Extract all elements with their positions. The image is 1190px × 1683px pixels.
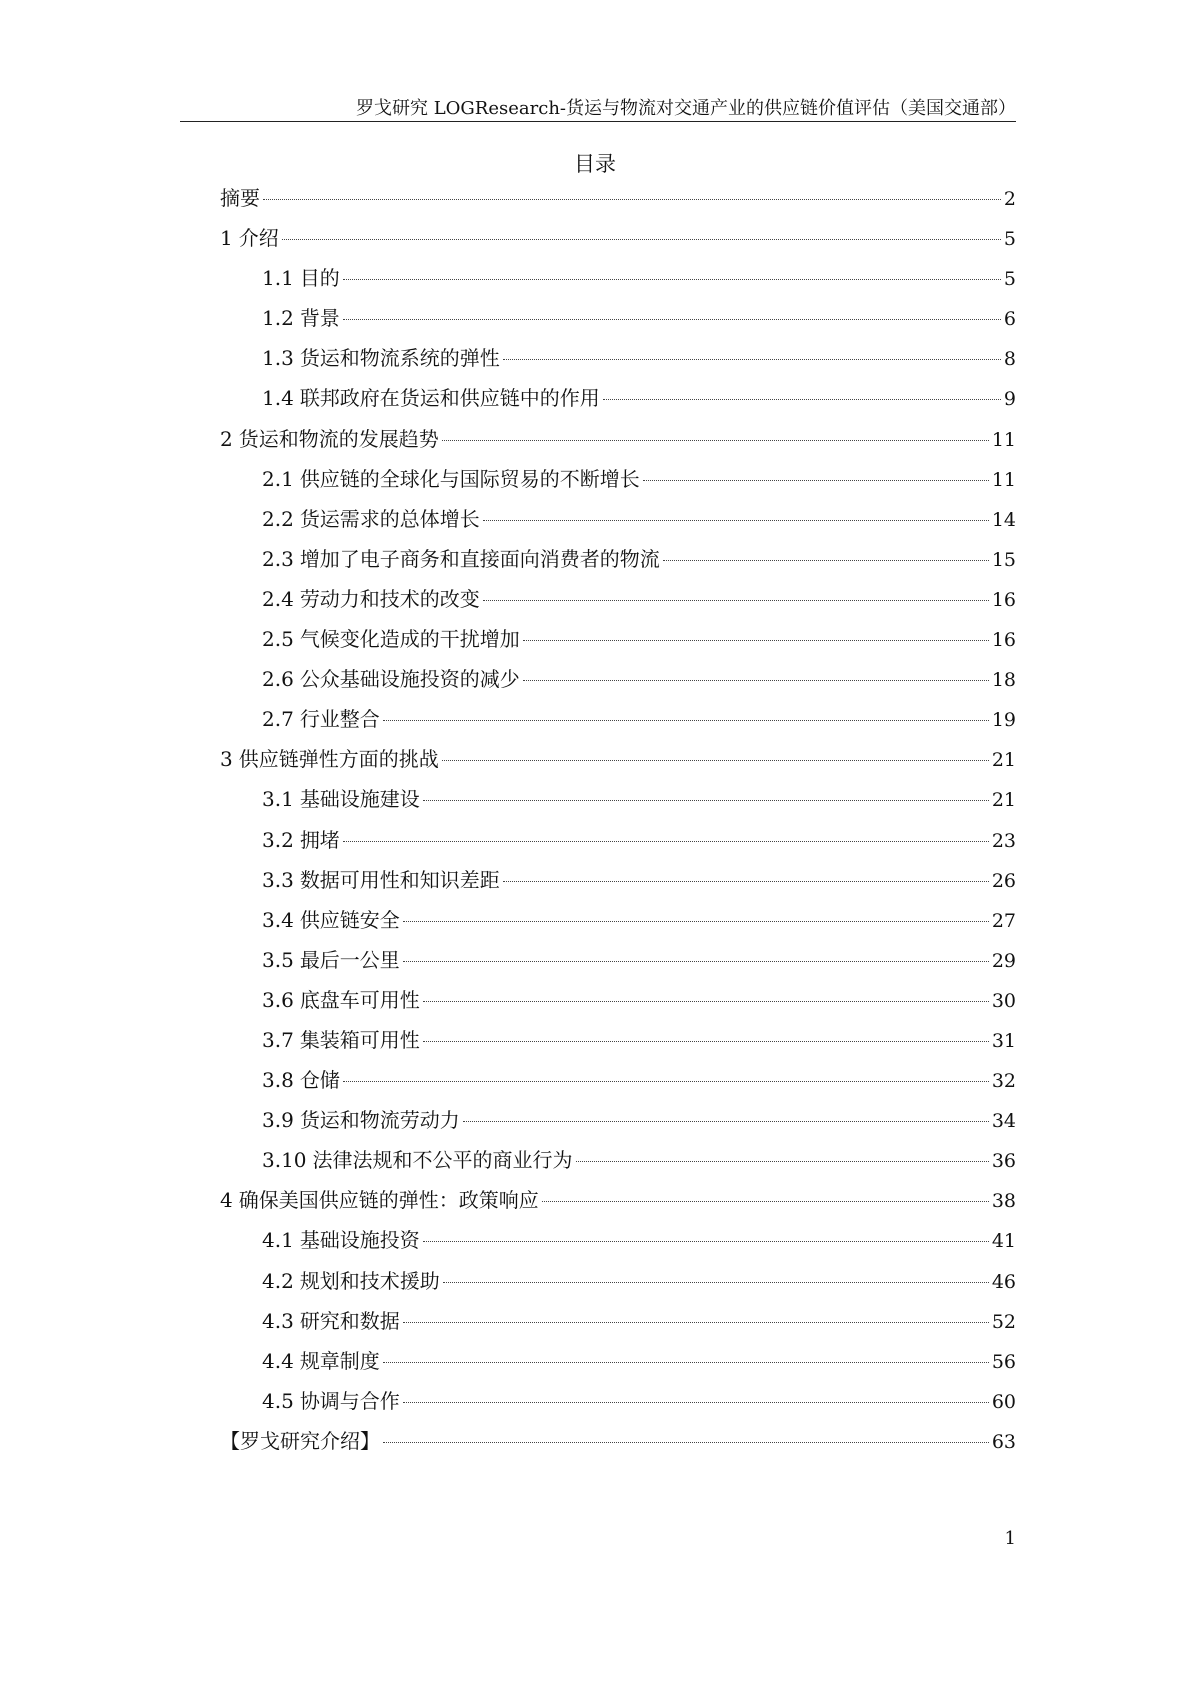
toc-entry-number: 4.1 <box>262 1228 294 1253</box>
toc-title: 目录 <box>574 152 616 176</box>
toc-entry-number: 2.6 <box>262 667 294 692</box>
toc-entry-number: 1.4 <box>262 386 294 411</box>
toc-entry-page: 34 <box>991 1110 1016 1133</box>
toc-entry-text: 公众基础设施投资的减少 <box>299 667 520 692</box>
toc-leader-dots <box>423 1041 989 1042</box>
toc-entry-page: 11 <box>991 468 1016 491</box>
toc-entry[interactable] <box>220 747 1016 787</box>
toc-entry-text: 仓储 <box>299 1068 340 1093</box>
toc-entry[interactable] <box>220 908 1016 948</box>
toc-entry-label <box>262 547 660 571</box>
toc-entry-text: 确保美国供应链的弹性：政策响应 <box>238 1188 539 1213</box>
toc-entry-page: 9 <box>1003 388 1016 411</box>
toc-entry-label <box>262 386 600 410</box>
toc-entry[interactable] <box>220 1389 1016 1429</box>
toc-entry-text: 摘要 <box>220 186 260 210</box>
toc-entry[interactable] <box>220 1148 1016 1188</box>
toc-entry-number: 1.2 <box>262 306 294 331</box>
toc-entry-label <box>220 1429 380 1453</box>
toc-entry-text: 货运和物流劳动力 <box>299 1108 460 1133</box>
toc-entry-page: 21 <box>991 749 1016 772</box>
toc-entry-number: 3.3 <box>262 867 294 892</box>
toc-entry-number: 4.3 <box>262 1308 294 1333</box>
toc-entry-page: 26 <box>991 869 1016 892</box>
toc-leader-dots <box>542 1201 989 1202</box>
running-header <box>180 90 1016 122</box>
toc-entry-text: 协调与合作 <box>299 1388 400 1413</box>
toc-leader-dots <box>343 841 989 842</box>
toc-entry-page: 27 <box>991 909 1016 932</box>
toc-leader-dots <box>483 520 989 521</box>
page-number: 1 <box>1004 1528 1016 1549</box>
toc-leader-dots <box>403 1402 989 1403</box>
toc-entry[interactable] <box>220 346 1016 386</box>
toc-entry-label <box>262 707 380 731</box>
toc-entry-number: 4.5 <box>262 1388 294 1413</box>
toc-leader-dots <box>403 921 989 922</box>
toc-entry-page: 16 <box>991 588 1016 611</box>
toc-entry-page: 15 <box>991 548 1016 571</box>
toc-leader-dots <box>503 881 989 882</box>
toc-entry-label <box>220 1188 539 1212</box>
toc-leader-dots <box>263 199 1001 200</box>
toc-entry[interactable] <box>220 948 1016 988</box>
toc-leader-dots <box>663 560 989 561</box>
toc-entry-page: 19 <box>991 709 1016 732</box>
toc-leader-dots <box>442 440 989 441</box>
toc-leader-dots <box>403 1322 989 1323</box>
toc-entry[interactable] <box>220 467 1016 507</box>
toc-entry-label <box>262 948 400 972</box>
toc-entry-text: 基础设施投资 <box>299 1228 420 1253</box>
toc-entry[interactable] <box>220 667 1016 707</box>
toc-entry-page: 31 <box>991 1029 1016 1052</box>
toc-leader-dots <box>503 359 1001 360</box>
toc-entry-text: 数据可用性和知识差距 <box>299 867 500 892</box>
toc-entry-text: 基础设施建设 <box>299 787 420 812</box>
toc-leader-dots <box>383 1442 989 1443</box>
toc-entry-number: 3.1 <box>262 787 294 812</box>
toc-entry[interactable] <box>220 707 1016 747</box>
toc-entry-text: 劳动力和技术的改变 <box>299 586 480 611</box>
toc-entry[interactable] <box>220 547 1016 587</box>
toc-entry-text: 【罗戈研究介绍】 <box>220 1428 380 1453</box>
toc-entry-page: 46 <box>991 1270 1016 1293</box>
toc-entry-page: 30 <box>991 989 1016 1012</box>
toc-entry-number: 3.5 <box>262 947 294 972</box>
toc-entry-text: 规章制度 <box>299 1348 380 1373</box>
toc-entry-page: 18 <box>991 669 1016 692</box>
toc-entry-number: 3 <box>220 747 233 772</box>
toc-entry-text: 研究和数据 <box>299 1308 400 1333</box>
toc-entry[interactable] <box>220 1349 1016 1389</box>
toc-entry-number: 2.1 <box>262 466 294 491</box>
toc-entry-number: 2.4 <box>262 586 294 611</box>
toc-entry[interactable] <box>220 1068 1016 1108</box>
toc-leader-dots <box>443 1282 989 1283</box>
toc-entry-label <box>262 627 520 651</box>
toc-entry-page: 60 <box>991 1390 1016 1413</box>
toc-entry-page: 21 <box>991 789 1016 812</box>
toc-entry-page: 29 <box>991 949 1016 972</box>
toc-entry-page: 38 <box>991 1190 1016 1213</box>
toc-entry[interactable] <box>220 1228 1016 1268</box>
toc-entry-label <box>262 1269 440 1293</box>
toc-entry[interactable] <box>220 868 1016 908</box>
toc-entry-text: 供应链弹性方面的挑战 <box>238 747 439 772</box>
toc-entry[interactable] <box>220 226 1016 266</box>
toc-entry-label <box>262 667 520 691</box>
toc-entry-page: 41 <box>991 1230 1016 1253</box>
toc-entry-number: 3.7 <box>262 1027 294 1052</box>
table-of-contents <box>220 186 1016 1469</box>
toc-entry-page: 23 <box>991 829 1016 852</box>
toc-leader-dots <box>423 1001 989 1002</box>
toc-entry-number: 1.1 <box>262 266 294 291</box>
toc-entry-label <box>262 1028 420 1052</box>
toc-entry-label <box>262 787 420 811</box>
toc-entry-label <box>220 427 439 451</box>
toc-entry-number: 3.4 <box>262 907 294 932</box>
toc-entry-text: 行业整合 <box>299 707 380 732</box>
toc-entry-number: 3.9 <box>262 1108 294 1133</box>
toc-leader-dots <box>282 239 1001 240</box>
toc-entry-number: 3.6 <box>262 987 294 1012</box>
toc-entry-number: 4.4 <box>262 1348 294 1373</box>
toc-leader-dots <box>442 760 989 761</box>
toc-entry[interactable] <box>220 186 1016 226</box>
toc-entry-label <box>262 1108 460 1132</box>
toc-entry-page: 16 <box>991 629 1016 652</box>
toc-entry-label <box>262 1389 400 1413</box>
toc-entry-number: 2.5 <box>262 627 294 652</box>
toc-entry[interactable] <box>220 266 1016 306</box>
toc-leader-dots <box>643 480 989 481</box>
toc-entry-page: 36 <box>991 1150 1016 1173</box>
toc-entry-label <box>262 1349 380 1373</box>
toc-entry-label <box>262 1228 420 1252</box>
toc-entry[interactable] <box>220 306 1016 346</box>
toc-entry-page: 56 <box>991 1350 1016 1373</box>
toc-entry[interactable] <box>220 507 1016 547</box>
toc-entry-label <box>262 908 400 932</box>
toc-entry[interactable] <box>220 988 1016 1028</box>
toc-entry-page: 8 <box>1003 348 1016 371</box>
toc-leader-dots <box>403 961 989 962</box>
toc-leader-dots <box>576 1161 989 1162</box>
toc-entry-label <box>220 747 439 771</box>
toc-entry-number: 4 <box>220 1188 233 1213</box>
toc-entry-label <box>262 346 500 370</box>
toc-entry[interactable] <box>220 1269 1016 1309</box>
toc-entry-text: 底盘车可用性 <box>299 987 420 1012</box>
toc-entry-page: 5 <box>1003 228 1016 251</box>
toc-entry-text: 货运和物流系统的弹性 <box>299 346 500 371</box>
toc-entry-label <box>262 828 340 852</box>
toc-entry[interactable] <box>220 1309 1016 1349</box>
toc-entry-label <box>220 226 279 250</box>
toc-entry-page: 2 <box>1003 188 1016 210</box>
toc-leader-dots <box>343 279 1001 280</box>
toc-entry[interactable] <box>220 627 1016 667</box>
toc-entry-number: 2.2 <box>262 506 294 531</box>
toc-leader-dots <box>523 640 989 641</box>
toc-entry[interactable] <box>220 1188 1016 1228</box>
toc-entry-text: 背景 <box>299 306 340 331</box>
toc-entry-page: 5 <box>1003 268 1016 291</box>
toc-entry-label <box>262 1309 400 1333</box>
toc-entry-text: 法律法规和不公平的商业行为 <box>312 1148 573 1173</box>
toc-entry-page: 6 <box>1003 308 1016 331</box>
toc-entry-number: 3.2 <box>262 827 294 852</box>
toc-entry-number: 2 <box>220 426 233 451</box>
running-header-title: 罗戈研究 LOGResearch-货运与物流对交通产业的供应链价值评估（美国交通部） <box>356 98 1016 119</box>
toc-entry-number: 3.10 <box>262 1148 307 1173</box>
toc-entry-label <box>220 186 260 210</box>
toc-leader-dots <box>383 720 989 721</box>
toc-entry-text: 最后一公里 <box>299 947 400 972</box>
toc-entry-page: 32 <box>991 1070 1016 1093</box>
toc-entry-number: 2.3 <box>262 546 294 571</box>
toc-entry-text: 供应链的全球化与国际贸易的不断增长 <box>299 466 640 491</box>
toc-leader-dots <box>523 680 989 681</box>
toc-entry-label <box>262 1068 340 1092</box>
toc-entry-page: 14 <box>991 508 1016 531</box>
toc-entry-text: 目的 <box>299 266 340 291</box>
toc-leader-dots <box>423 800 989 801</box>
toc-leader-dots <box>463 1121 989 1122</box>
toc-entry-text: 介绍 <box>238 226 279 251</box>
toc-entry-text: 供应链安全 <box>299 907 400 932</box>
toc-entry-number: 1 <box>220 226 233 251</box>
toc-entry[interactable] <box>220 787 1016 827</box>
toc-entry-page: 11 <box>991 428 1016 451</box>
toc-entry-text: 规划和技术援助 <box>299 1268 440 1293</box>
toc-entry-text: 货运和物流的发展趋势 <box>238 426 439 451</box>
toc-leader-dots <box>483 600 989 601</box>
toc-entry[interactable] <box>220 1429 1016 1469</box>
toc-entry-number: 1.3 <box>262 346 294 371</box>
toc-entry-number: 2.7 <box>262 707 294 732</box>
toc-leader-dots <box>603 399 1001 400</box>
toc-entry-number: 3.8 <box>262 1068 294 1093</box>
toc-leader-dots <box>383 1362 989 1363</box>
toc-entry[interactable] <box>220 587 1016 627</box>
toc-entry-text: 气候变化造成的干扰增加 <box>299 627 520 652</box>
toc-entry-label <box>262 266 340 290</box>
toc-entry-label <box>262 587 480 611</box>
toc-entry-text: 拥堵 <box>299 827 340 852</box>
toc-entry[interactable] <box>220 1028 1016 1068</box>
toc-entry-label <box>262 868 500 892</box>
toc-entry-label <box>262 507 480 531</box>
toc-entry-text: 货运需求的总体增长 <box>299 506 480 531</box>
toc-entry-label <box>262 306 340 330</box>
toc-entry-page: 63 <box>991 1430 1016 1453</box>
toc-entry-text: 集装箱可用性 <box>299 1027 420 1052</box>
toc-entry-number: 4.2 <box>262 1268 294 1293</box>
toc-entry-page: 52 <box>991 1310 1016 1333</box>
toc-entry-text: 增加了电子商务和直接面向消费者的物流 <box>299 546 660 571</box>
toc-leader-dots <box>343 1081 989 1082</box>
toc-entry-label <box>262 467 640 491</box>
toc-entry-text: 联邦政府在货运和供应链中的作用 <box>299 386 600 411</box>
toc-entry[interactable] <box>220 386 1016 426</box>
toc-entry[interactable] <box>220 1108 1016 1148</box>
toc-entry-label <box>262 988 420 1012</box>
toc-entry[interactable] <box>220 427 1016 467</box>
toc-leader-dots <box>343 319 1001 320</box>
toc-entry-label <box>262 1148 573 1172</box>
toc-entry[interactable] <box>220 828 1016 868</box>
toc-leader-dots <box>423 1241 989 1242</box>
